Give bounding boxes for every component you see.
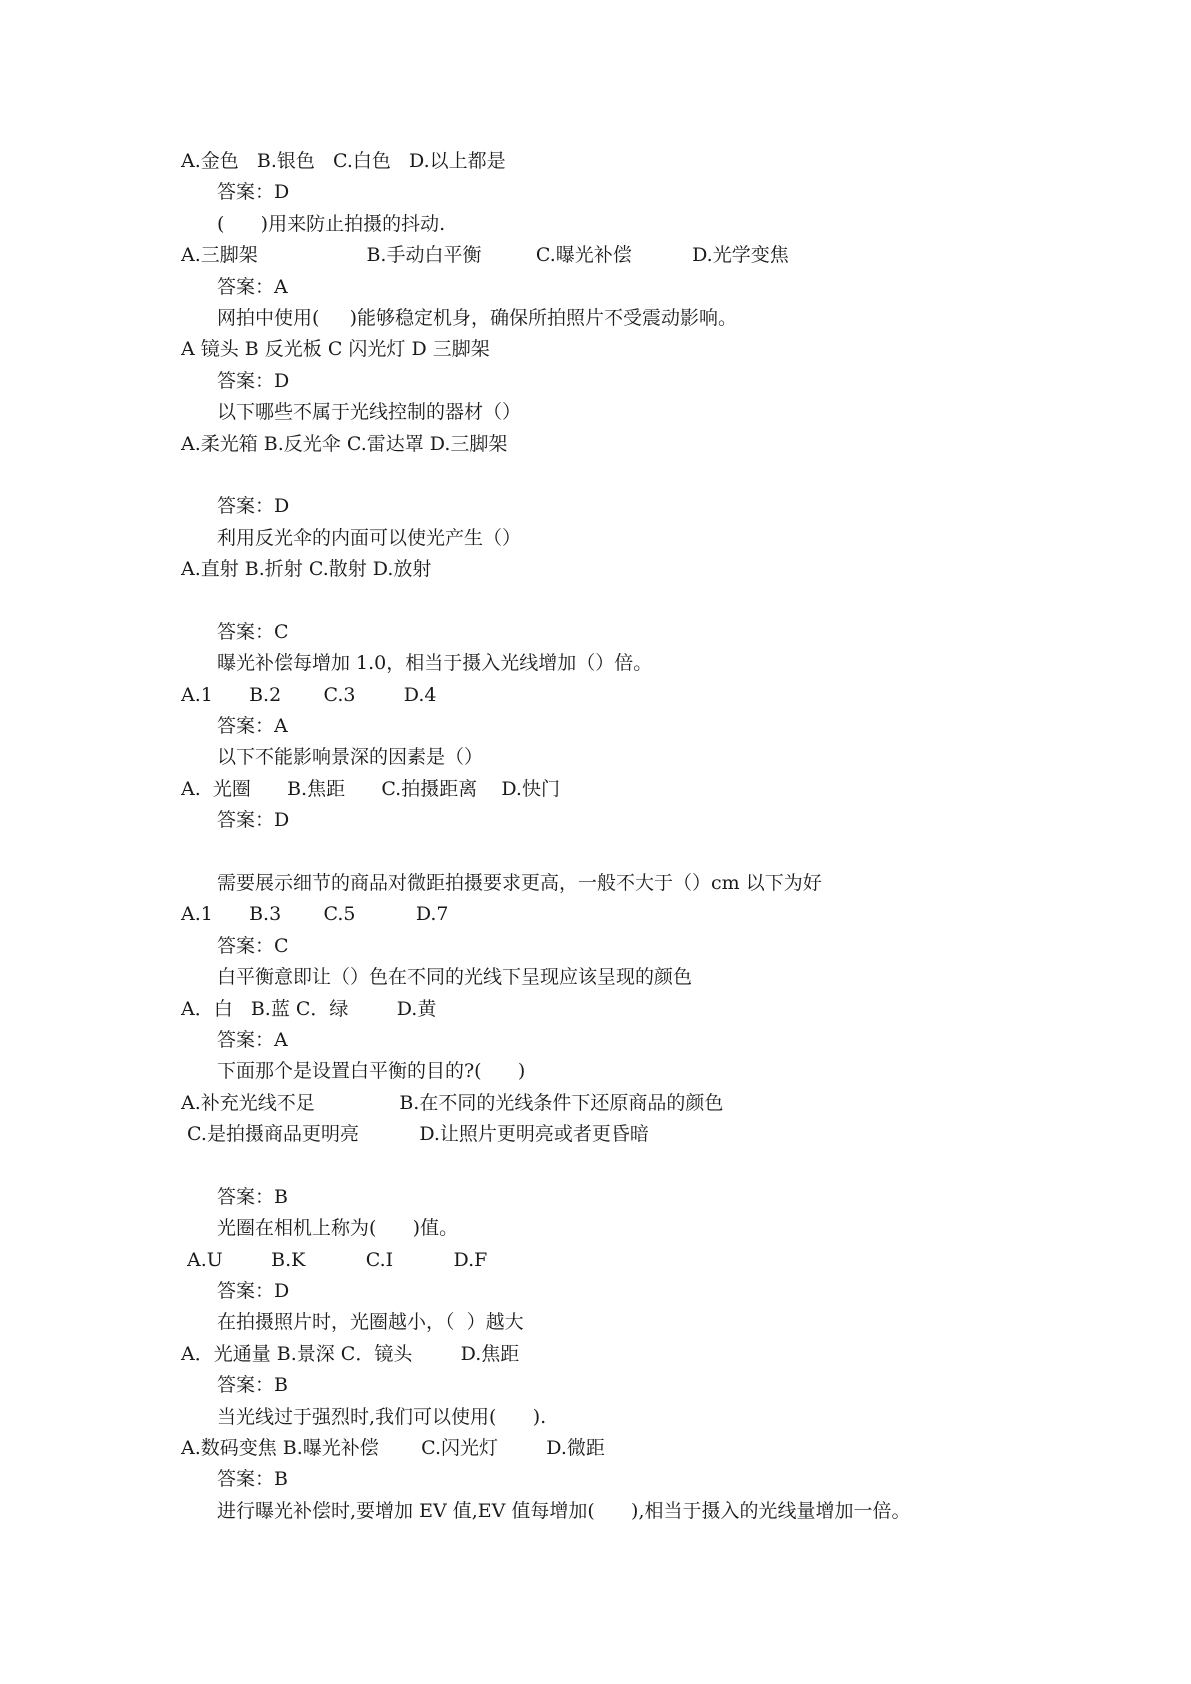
options-line: A.直射 B.折射 C.散射 D.放射: [181, 558, 432, 581]
question-line: 当光线过于强烈时,我们可以使用( ).: [217, 1405, 547, 1428]
options-line: A．白 B.蓝 C．绿 D.黄: [181, 997, 437, 1020]
answer-line: 答案：D: [217, 495, 290, 518]
question-line: 以下哪些不属于光线控制的器材（）: [217, 401, 522, 424]
answer-line: 答案：A: [217, 1028, 288, 1051]
answer-line: 答案：A: [217, 715, 288, 738]
question-line: 以下不能影响景深的因素是（）: [217, 746, 484, 769]
answer-line: 答案：D: [217, 181, 290, 204]
options-line: A 镜头 B 反光板 C 闪光灯 D 三脚架: [181, 338, 490, 361]
options-line: A.1 B.3 C.5 D.7: [181, 903, 449, 926]
answer-line: 答案：C: [217, 934, 289, 957]
answer-line: 答案：B: [217, 1185, 288, 1208]
answer-line: 答案：A: [217, 275, 288, 298]
blank-line: [181, 837, 1021, 868]
question-line: ( )用来防止拍摄的抖动.: [217, 212, 446, 235]
question-line: 白平衡意即让（）色在不同的光线下呈现应该呈现的颜色: [217, 966, 693, 989]
question-line: 利用反光伞的内面可以使光产生（）: [217, 526, 522, 549]
options-line: A.三脚架 B.手动白平衡 C.曝光补偿 D.光学变焦: [181, 244, 789, 267]
blank-line: [181, 1151, 1021, 1182]
answer-line: 答案：C: [217, 620, 289, 643]
document-body: [181, 146, 1021, 1527]
question-line: 在拍摄照片时，光圈越小，（ ）越大: [217, 1311, 524, 1334]
answer-line: 答案：B: [217, 1374, 288, 1397]
options-line: A．光通量 B.景深 C．镜头 D.焦距: [181, 1342, 520, 1365]
question-line: 需要展示细节的商品对微距拍摄要求更高，一般不大于（）cm 以下为好: [217, 871, 822, 894]
options-line: A.金色 B.银色 C.白色 D.以上都是: [181, 150, 506, 172]
answer-line: 答案：D: [217, 1280, 290, 1303]
answer-line: 答案：B: [217, 1468, 288, 1491]
blank-line: [181, 460, 1021, 491]
options-line: A.数码变焦 B.曝光补偿 C.闪光灯 D.微距: [181, 1437, 605, 1460]
options-line: A. 光圈 B.焦距 C.拍摄距离 D.快门: [181, 777, 560, 800]
options-line: C.是拍摄商品更明亮 D.让照片更明亮或者更昏暗: [181, 1123, 649, 1146]
question-line: 光圈在相机上称为( )值。: [217, 1217, 459, 1240]
question-line: 曝光补偿每增加 1.0，相当于摄入光线增加（）倍。: [217, 652, 653, 675]
question-line: 下面那个是设置白平衡的目的?( ): [217, 1060, 526, 1083]
options-line: A.U B.K C.I D.F: [181, 1248, 488, 1271]
answer-line: 答案：D: [217, 369, 290, 392]
blank-line: [181, 585, 1021, 616]
question-line: 进行曝光补偿时,要增加 EV 值,EV 值每增加( ),相当于摄入的光线量增加一倍。: [217, 1499, 911, 1522]
options-line: A.1 B.2 C.3 D.4: [181, 683, 437, 706]
question-line: 网拍中使用( )能够稳定机身，确保所拍照片不受震动影响。: [217, 306, 738, 329]
answer-line: 答案：D: [217, 809, 290, 832]
options-line: A.补充光线不足 B.在不同的光线条件下还原商品的颜色: [181, 1091, 724, 1114]
options-line: A.柔光箱 B.反光伞 C.雷达罩 D.三脚架: [181, 432, 508, 455]
